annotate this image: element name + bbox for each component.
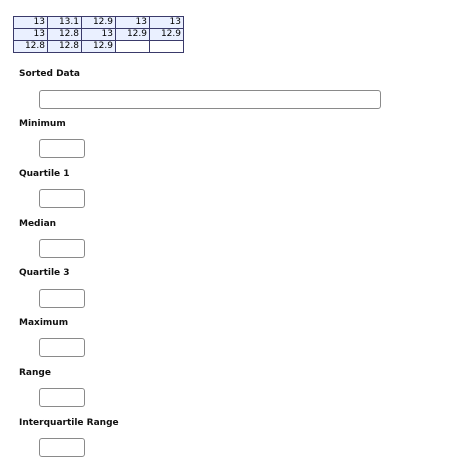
- median-label: Median: [19, 219, 57, 229]
- range-section: [19, 368, 51, 378]
- range-label: Range: [19, 368, 51, 378]
- range-input[interactable]: [39, 388, 85, 407]
- quartile1-label: Quartile 1: [19, 169, 70, 179]
- maximum-label: Maximum: [19, 318, 69, 328]
- sorted-data-section: [19, 69, 80, 79]
- table-cell-empty: [150, 41, 184, 53]
- data-table: [13, 16, 184, 53]
- table-cell: 12.9: [82, 41, 116, 53]
- table-cell-empty: [116, 41, 150, 53]
- minimum-label: Minimum: [19, 119, 66, 129]
- table-cell: 13: [14, 29, 48, 41]
- minimum-section: [19, 119, 66, 129]
- maximum-section: [19, 318, 68, 328]
- table-row: [14, 41, 184, 53]
- table-cell: 13: [116, 17, 150, 29]
- iqr-label: Interquartile Range: [19, 418, 119, 428]
- sorted-data-label: Sorted Data: [19, 69, 81, 79]
- table-cell: 13.1: [48, 17, 82, 29]
- table-cell: 12.8: [14, 41, 48, 53]
- iqr-input[interactable]: [39, 438, 85, 457]
- maximum-input[interactable]: [39, 338, 85, 357]
- iqr-section: [19, 418, 119, 428]
- minimum-input[interactable]: [39, 139, 85, 158]
- quartile3-label: Quartile 3: [19, 268, 70, 278]
- median-section: [19, 219, 56, 229]
- table-cell: 12.9: [150, 29, 184, 41]
- table-row: [14, 17, 184, 29]
- table-cell: 13: [82, 29, 116, 41]
- quartile1-input[interactable]: [39, 189, 85, 208]
- table-cell: 12.9: [116, 29, 150, 41]
- quartile3-input[interactable]: [39, 289, 85, 308]
- table-cell: 13: [14, 17, 48, 29]
- table-row: [14, 29, 184, 41]
- table-cell: 13: [150, 17, 184, 29]
- table-cell: 12.9: [82, 17, 116, 29]
- quartile3-section: [19, 268, 70, 278]
- sorted-data-input[interactable]: [39, 90, 381, 109]
- table-cell: 12.8: [48, 29, 82, 41]
- quartile1-section: [19, 169, 70, 179]
- table-cell: 12.8: [48, 41, 82, 53]
- median-input[interactable]: [39, 239, 85, 258]
